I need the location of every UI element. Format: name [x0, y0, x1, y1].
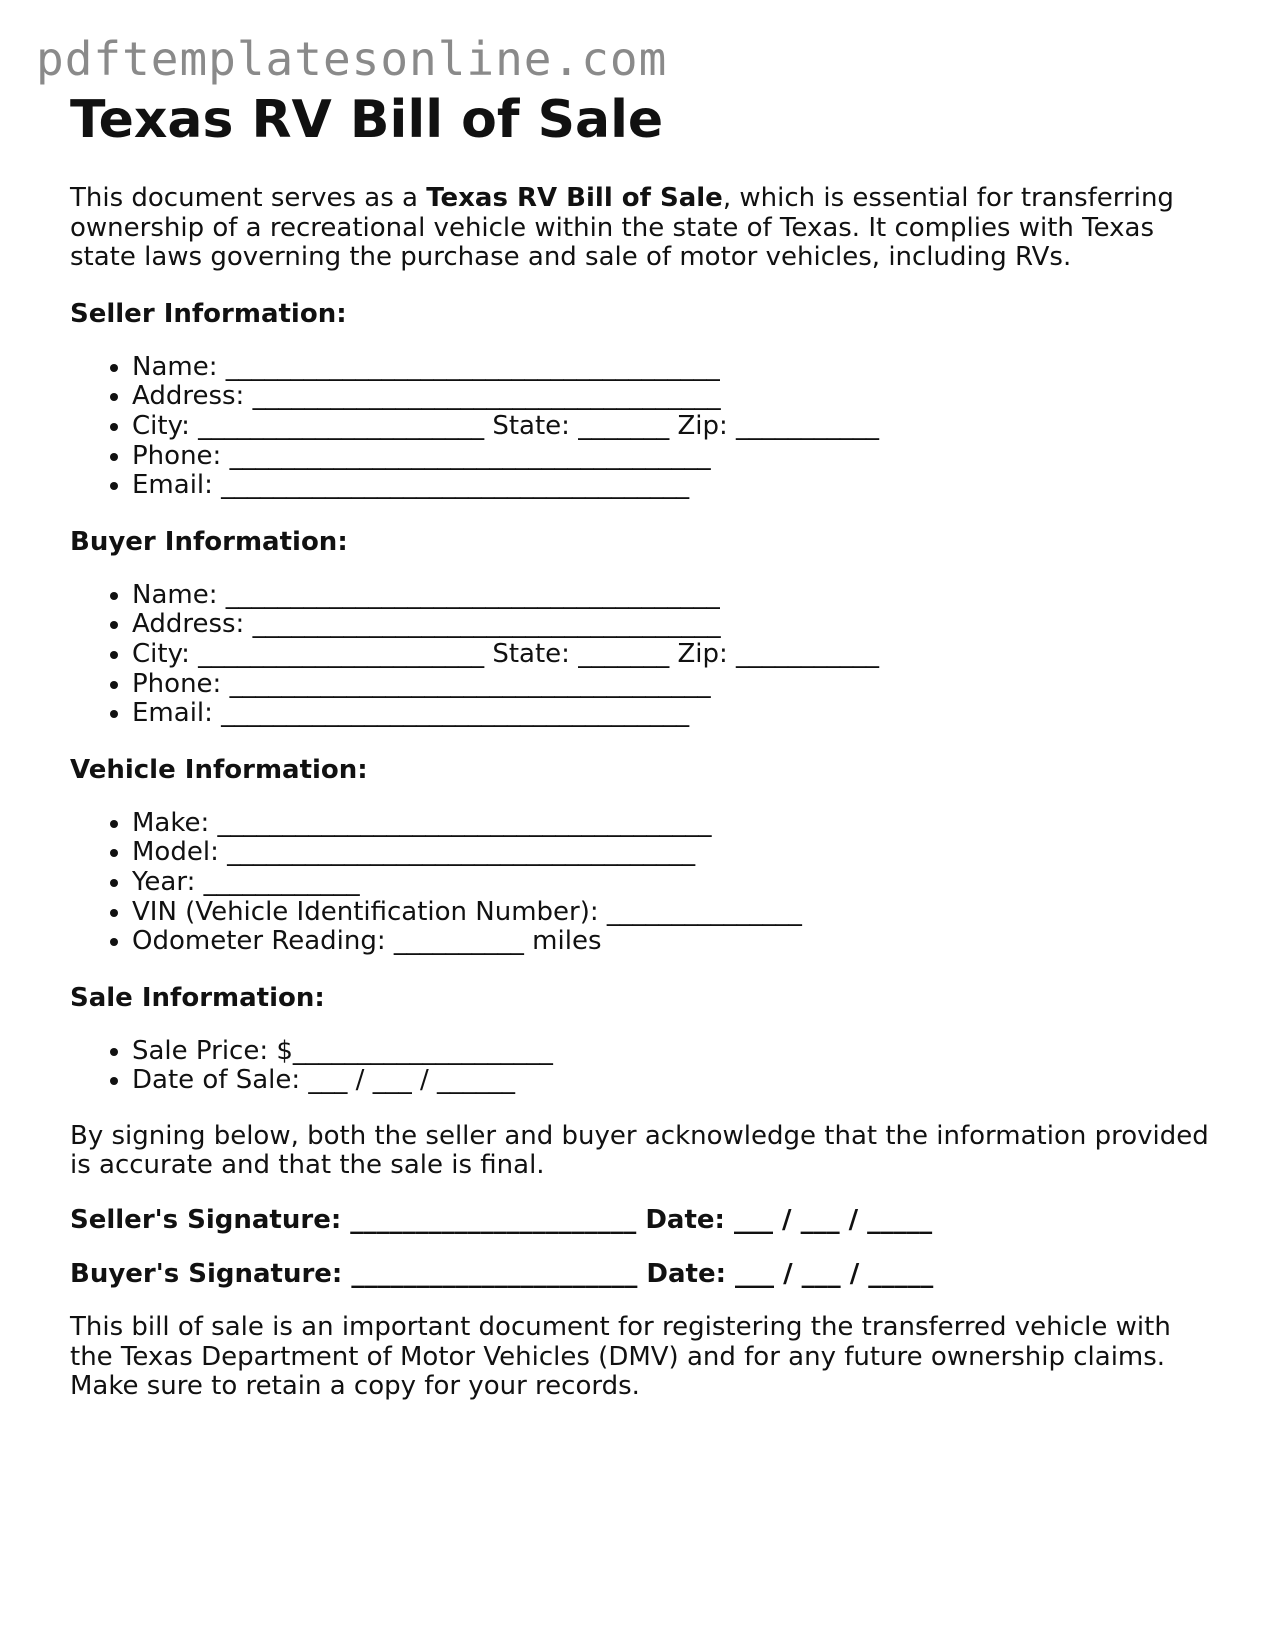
intro-bold-title: Texas RV Bill of Sale: [426, 183, 723, 213]
seller-signature-line[interactable]: Seller's Signature: ______________________ Date: ___ / ___ / _____: [70, 1205, 933, 1236]
seller-info-list: [70, 353, 1210, 501]
seller-city-state-zip-field[interactable]: • City: ______________________ State: _______ Zip: ___________: [132, 412, 1210, 442]
seller-address-field[interactable]: • Address: ____________________________________: [132, 382, 1210, 412]
vehicle-vin-field[interactable]: • VIN (Vehicle Identification Number): _______________: [132, 898, 1210, 928]
intro-paragraph: [70, 184, 1210, 273]
vehicle-year-field[interactable]: • Year: ____________: [132, 868, 1210, 898]
watermark: pdftemplatesonline.com: [36, 32, 668, 86]
vehicle-info-list: [70, 809, 1210, 957]
sale-date-field[interactable]: • Date of Sale: ___ / ___ / ______: [132, 1066, 1210, 1096]
seller-section-heading: Seller Information:: [70, 298, 347, 329]
buyer-section-heading: Buyer Information:: [70, 526, 348, 557]
intro-text-end: , which is essential for transferring ownership of a recreational vehicle within the state of Texas. It complies with Texas state laws governing the purchase and sale of motor vehicles, including RVs.: [70, 183, 1174, 273]
intro-text-start: This document serves as a: [70, 183, 427, 213]
buyer-info-list: [70, 581, 1210, 729]
closing-paragraph: This bill of sale is an important document for registering the transferred vehicle with the Texas Department of Motor Vehicles (DMV) and for any future ownership claims. Make sure to retain a copy for your records.: [70, 1312, 1171, 1402]
buyer-name-field[interactable]: • Name: ______________________________________: [132, 581, 1210, 611]
buyer-city-state-zip-field[interactable]: • City: ______________________ State: _______ Zip: ___________: [132, 640, 1210, 670]
vehicle-make-field[interactable]: • Make: ______________________________________: [132, 809, 1210, 839]
buyer-phone-field[interactable]: • Phone: _____________________________________: [132, 670, 1210, 700]
buyer-email-field[interactable]: • Email: ____________________________________: [132, 699, 1210, 729]
sale-price-field[interactable]: • Sale Price: $____________________: [132, 1037, 1210, 1067]
seller-phone-field[interactable]: • Phone: _____________________________________: [132, 442, 1210, 472]
document-page: [70, 88, 1210, 1402]
page-title: Texas RV Bill of Sale: [70, 90, 664, 150]
sale-info-list: [70, 1037, 1210, 1096]
buyer-signature-line[interactable]: Buyer's Signature: ______________________ Date: ___ / ___ / _____: [70, 1259, 934, 1290]
buyer-address-field[interactable]: • Address: ____________________________________: [132, 610, 1210, 640]
seller-name-field[interactable]: • Name: ______________________________________: [132, 353, 1210, 383]
seller-email-field[interactable]: • Email: ____________________________________: [132, 471, 1210, 501]
acknowledgement-paragraph: By signing below, both the seller and buyer acknowledge that the information provided is accurate and that the sale is final.: [70, 1120, 1209, 1181]
sale-section-heading: Sale Information:: [70, 982, 325, 1013]
vehicle-model-field[interactable]: • Model: ____________________________________: [132, 838, 1210, 868]
vehicle-odometer-field[interactable]: • Odometer Reading: __________ miles: [132, 927, 1210, 957]
vehicle-section-heading: Vehicle Information:: [70, 754, 368, 785]
